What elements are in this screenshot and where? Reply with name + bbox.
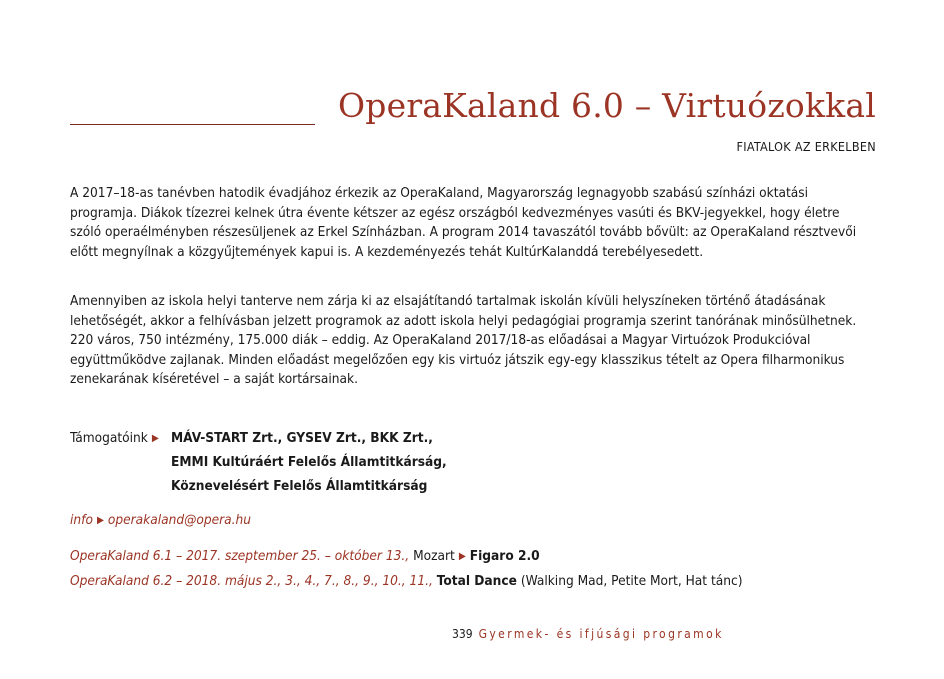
triangle-right-icon: ▶ — [151, 433, 159, 444]
page-number: 339 — [452, 627, 473, 641]
supporter-line: MÁV-START Zrt., GYSEV Zrt., BKK Zrt., — [171, 430, 433, 446]
footer-section: Gyermek- és ifjúsági programok — [478, 627, 724, 641]
event-composer: Mozart — [413, 548, 455, 564]
event-work: Total Dance — [436, 573, 517, 589]
title-rule — [70, 124, 315, 125]
details-paragraph: Amennyiben az iskola helyi tanterve nem zárja ki az elsajátítandó tartalmak iskolán kívüli helyszíneken történő átadásának lehetőségét, akkor a felhívásban jelzett programok az adott iskola helyi pedagógiai programja szerint tanórának minősülhetnek. 220 város, 750 intézmény, 175.000 diák – eddig. Az OperaKaland 2017/18-as előadásai a Magyar Virtuózok Produkcióval együttműködve zajlanak. Minden előadást megelőzően egy kis virtuóz játszik egy-egy klasszikus tételt az Opera filharmonikus zenekarának kíséretével – a saját kortársainak. — [70, 293, 857, 388]
page-footer — [452, 627, 724, 641]
intro-paragraph: A 2017–18-as tanévben hatodik évadjához érkezik az OperaKaland, Magyarország legnagyobb szabású színházi oktatási programja. Diákok tízezrei kelnek útra évente kétszer az egész országból kedvezményes vasúti és BKV-jegyekkel, hogy életre szóló operaélményben részesüljenek az Erkel Színházban. A program 2014 tavaszától tovább bővült: az OperaKaland résztvevői előtt megnyílnak a közgyűjtemények kapui is. A kezdeményezés tehát KultúrKalanddá terebélyesedett. — [70, 185, 857, 260]
info-label: info — [70, 512, 93, 528]
supporters-list — [171, 426, 571, 498]
supporters-label: Támogatóink — [70, 430, 148, 446]
event-work: Figaro 2.0 — [469, 548, 540, 564]
event-item — [70, 573, 743, 589]
supporter-line: EMMI Kultúráért Felelős Államtitkárság, — [171, 454, 447, 470]
info-line — [70, 512, 251, 528]
title-row — [70, 86, 876, 130]
triangle-right-icon: ▶ — [458, 551, 466, 562]
supporters-block — [70, 426, 447, 494]
page-title: OperaKaland 6.0 – Virtuózokkal — [338, 86, 876, 125]
event-name-dates: OperaKaland 6.1 – 2017. szeptember 25. – október 13., — [70, 548, 410, 564]
page-subtitle: FIATALOK AZ ERKELBEN — [736, 139, 876, 154]
triangle-right-icon: ▶ — [96, 515, 104, 526]
event-item — [70, 548, 540, 564]
event-extra: (Walking Mad, Petite Mort, Hat tánc) — [520, 573, 743, 589]
event-name-dates: OperaKaland 6.2 – 2018. május 2., 3., 4., 7., 8., 9., 10., 11., — [70, 573, 433, 589]
info-email-link[interactable]: operakaland@opera.hu — [107, 512, 252, 528]
supporter-line: Köznevelésért Felelős Államtitkárság — [171, 478, 428, 494]
